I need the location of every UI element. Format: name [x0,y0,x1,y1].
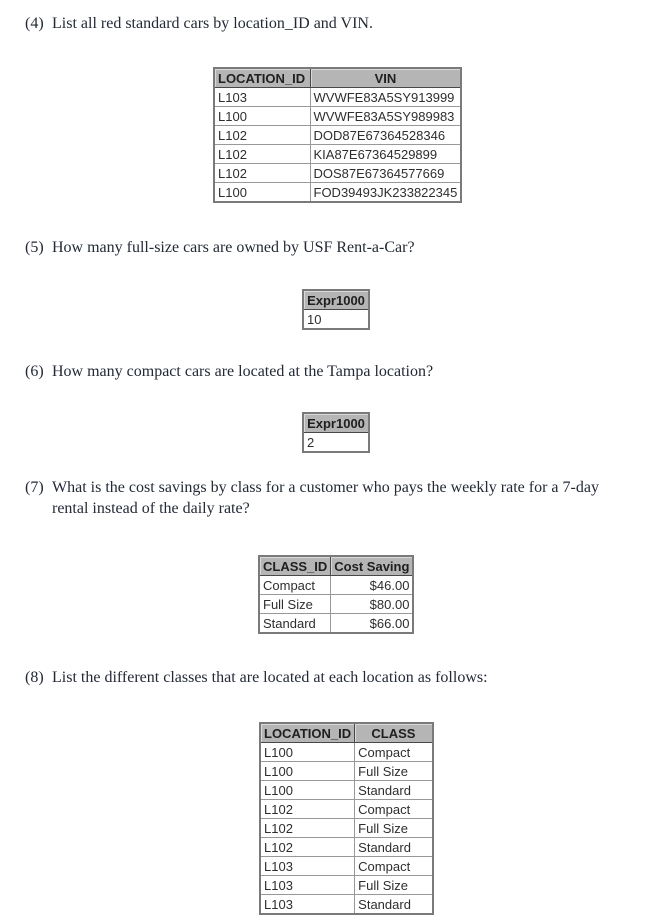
column-header-location-id: LOCATION_ID [260,723,355,743]
table-cell: Compact [259,576,331,595]
table-row [260,743,433,762]
table-cell: Standard [259,614,331,634]
table-header-row [303,290,369,310]
table-cell: WVWFE83A5SY913999 [310,88,461,107]
table-cell: L100 [260,762,355,781]
table-row [260,762,433,781]
table-cell: Full Size [259,595,331,614]
table-row [214,107,461,126]
table-cell: L102 [260,800,355,819]
table-cell: L100 [260,743,355,762]
table-row [260,895,433,915]
table-row [303,433,369,453]
table-row [259,576,413,595]
table-row [260,838,433,857]
question-6-number: (6) [25,363,44,380]
question-4 [25,13,373,34]
table-cell: Compact [355,743,433,762]
table-cell: Standard [355,781,433,800]
table-cell: Standard [355,895,433,915]
table-row [260,819,433,838]
table-header-row [259,556,413,576]
table-cell: L102 [214,145,310,164]
table-cell: Compact [355,857,433,876]
query-result-table-cost-saving [258,555,414,634]
table-cell: L103 [260,876,355,895]
table-cell: DOS87E67364577669 [310,164,461,183]
table-cell: L100 [214,183,310,203]
table-cell: DOD87E67364528346 [310,126,461,145]
table-cell: WVWFE83A5SY989983 [310,107,461,126]
question-8-text: List the different classes that are located at each location as follows: [52,669,488,686]
table-cell: Full Size [355,819,433,838]
table-header-row [214,68,461,88]
table-cell: KIA87E67364529899 [310,145,461,164]
question-7-text: What is the cost savings by class for a customer who pays the weekly rate for a 7-day rental instead of the daily rate? [52,479,599,517]
query-result-table-red-standard-cars [213,67,462,203]
table-cell: $66.00 [331,614,414,634]
table-row [260,800,433,819]
table-row [214,164,461,183]
question-6 [25,361,433,382]
table-cell: L103 [260,857,355,876]
table-row [214,183,461,203]
table-cell: L102 [214,164,310,183]
table-cell: L102 [260,819,355,838]
question-5-number: (5) [25,239,44,256]
question-8-number: (8) [25,669,44,686]
table-row [259,595,413,614]
query-result-table-fullsize-count [302,289,370,330]
table-cell: L102 [260,838,355,857]
question-7-number: (7) [25,479,44,496]
table-row [214,126,461,145]
table-cell: 10 [303,310,369,330]
column-header-location-id: LOCATION_ID [214,68,310,88]
table-header-row [260,723,433,743]
table-row [214,88,461,107]
question-7 [25,477,643,519]
table-cell: 2 [303,433,369,453]
table-row [214,145,461,164]
table-cell: Standard [355,838,433,857]
question-4-number: (4) [25,15,44,32]
table-cell: $80.00 [331,595,414,614]
question-4-text: List all red standard cars by location_ID and VIN. [52,15,373,32]
column-header-cost-saving: Cost Saving [331,556,414,576]
table-cell: Full Size [355,762,433,781]
table-cell: FOD39493JK233822345 [310,183,461,203]
table-row [259,614,413,634]
table-cell: Compact [355,800,433,819]
table-cell: $46.00 [331,576,414,595]
table-header-row [303,413,369,433]
table-cell: L102 [214,126,310,145]
table-cell: Full Size [355,876,433,895]
table-row [303,310,369,330]
table-cell: L100 [260,781,355,800]
table-cell: L103 [260,895,355,915]
column-header-expr1000: Expr1000 [303,290,369,310]
column-header-class: CLASS [355,723,433,743]
table-cell: L103 [214,88,310,107]
query-result-table-classes-by-location [259,722,434,915]
table-row [260,857,433,876]
question-6-text: How many compact cars are located at the Tampa location? [52,363,434,380]
column-header-class-id: CLASS_ID [259,556,331,576]
table-cell: L100 [214,107,310,126]
column-header-expr1000: Expr1000 [303,413,369,433]
question-5-text: How many full-size cars are owned by USF Rent-a-Car? [52,239,415,256]
query-result-table-compact-count [302,412,370,453]
table-row [260,876,433,895]
table-row [260,781,433,800]
question-5 [25,237,415,258]
question-8 [25,667,488,688]
column-header-vin: VIN [310,68,461,88]
